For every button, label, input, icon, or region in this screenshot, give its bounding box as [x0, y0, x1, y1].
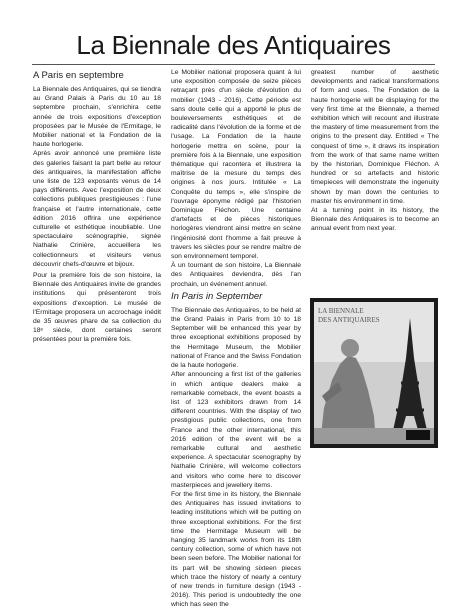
svg-text:LA BIENNALE: LA BIENNALE [318, 307, 364, 315]
title-rule [32, 64, 435, 65]
french-paragraph-2: Après avoir annoncé une première liste des galeries faisant la part belle au retour des antiquaires, la manifestation affiche une liste de 123 exposants venus de 14 pays différents. Avec l'exposition de deux collections publiques prestigieuses : l'une française et l'autre internationale, cette édition 2016 offrira une expérience culturelle et esthétique inoubliable. Une spectaculaire scénographie, signée Nathalie Crinière, accueillera les collectionneurs et visiteurs venus découvrir chefs-d'œuvre et bijoux. [33, 150, 161, 268]
english-paragraph-1: The Biennale des Antiquaires, to be held at the Grand Palais in Paris from 10 to 18 September will be enhanced this year by three exceptional exhibitions proposed by the Hermitage Museum, the Mobilier national of France and the Swiss Fondation de la haute horlogerie. [171, 306, 301, 370]
french-paragraph-1: La Biennale des Antiquaires, qui se tiendra au Grand Palais à Paris du 10 au 18 septembre prochain, s'enrichira cette année de trois expositions d'exception proposées par le Musée de l'Ermitage, le Mobilier national et la Fondation de la haute horlogerie. [33, 86, 161, 149]
column-1 [33, 68, 161, 345]
column-3 [311, 68, 439, 234]
french-paragraph-3-continued: Le Mobilier national proposera quant à lui une exposition composée de seize pièces retraçant près d'un siècle d'évolution du mobilier (1943 - 2016). Cette période est sans doute celle qui a apporté le plus de bouleversements esthétiques et de radicalité dans l'évolution de la forme et de l'usage. La Fondation de la haute horlogerie mettra en scène, pour la première fois à la Biennale, une exposition thématique qui racontera et illustrera la maîtrise de la mesure du temps des origines à nos jours. Intitulée « La Conquête du temps », elle s'inspire de l'ouvrage éponyme rédigé par l'historien Dominique Fléchon. Une centaine d'artefacts et de pièces historiques horlogères viendront ainsi mettre en scène l'ingéniosité dont l'homme a fait preuve à travers les siècles pour se rendre maître de son environnement temporel. [171, 69, 301, 261]
english-heading: In Paris in September [171, 290, 263, 302]
article-title: La Biennale des Antiquaires [76, 30, 391, 60]
eiffel-tower-poster-image [310, 298, 438, 448]
svg-text:DES ANTIQUAIRES: DES ANTIQUAIRES [318, 316, 380, 324]
english-paragraph-2: After announcing a first list of the galleries in which antique dealers make a remarkable comeback, the event boasts a list of 123 exhibitors drawn from 14 different countries. With the display of two prestigious public collections, one from France and the other international, this 2016 edition of the event will be a remarkable cultural and aesthetic experience. A spectacular scenography by Nathalie Crinière, will welcome collectors and visitors who come here to discover masterpieces and jewellery items. [171, 371, 301, 489]
english-paragraph-4: At a turning point in its history, the Biennale des Antiquaires is to become an annual event from next year. [311, 207, 439, 233]
eiffel-tower-poster-icon [310, 298, 438, 448]
french-paragraph-4: À un tournant de son histoire, La Biennale des Antiquaires deviendra, dès l'an prochain, un événement annuel. [171, 262, 301, 288]
english-paragraph-3: For the first time in its history, the Biennale des Antiquaires has issued invitations to leading institutions which will be putting on three exceptional exhibitions. For the first time the Hermitage Museum will be hanging 35 landmark works from its 18th century collection, some of which have not been seen before. The Mobilier national for its part will be showing sixteen pieces which trace the history of nearly a century of new trends in furniture design (1943 - 2016). This period is undoubtedly the one which has seen the [171, 490, 301, 609]
french-heading: A Paris en septembre [33, 70, 124, 81]
french-paragraph-3: Pour la première fois de son histoire, la Biennale des Antiquaires invite de grandes institutions qui présenteront trois expositions d'exception. Le musée de l'Ermitage proposera un accrochage inédit de 35 œuvres phare de sa collection du 18ᵉ siècle, dont certaines seront présentées pour la première fois. [33, 272, 161, 344]
english-paragraph-3-continued: greatest number of aesthetic developments and radical transformations of form and uses. The Fondation de la haute horlogerie will be displaying for the very first time at the Biennale, a themed exhibition which will recount and illustrate the mastery of time measurement from the origins to the present day. Entitled « The conquest of time », it draws its inspiration from the work of that same name written by the historian, Dominique Fléchon. A hundred or so artefacts and historic timepieces will demonstrate the ingenuity shown by man down the centuries to master his environment in time. [311, 69, 439, 205]
column-2 [171, 68, 301, 610]
